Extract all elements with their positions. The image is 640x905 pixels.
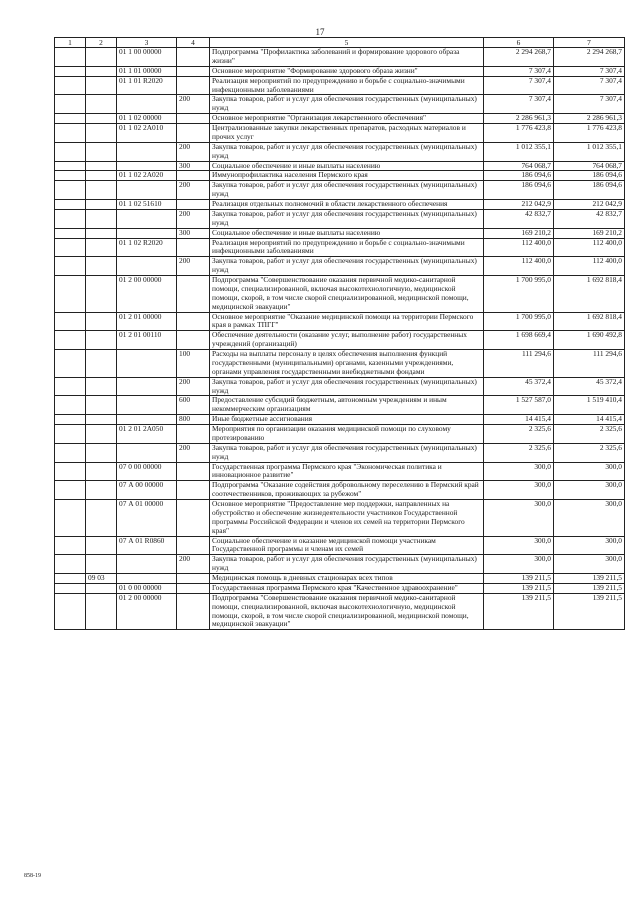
amount-col7-cell: 1 012 355,1 [554,142,625,161]
table-row [55,500,625,537]
amount-col7-cell: 42 832,7 [554,209,625,228]
subsection-code-cell [86,377,117,396]
expense-type-cell [177,425,210,444]
section-code-cell [55,331,86,350]
subsection-code-cell [86,276,117,313]
expense-type-cell: 600 [177,396,210,415]
item-name-cell: Основное мероприятие "Предоставление мер поддержки, направленных на обустройство и обеспечение жизнедеятельности участников Государственной программы Российской Федерации и членов их семей на территории Пермского края" [210,500,484,537]
item-name-cell: Мероприятия по организации оказания медицинской помощи по слуховому протезированию [210,425,484,444]
target-article-cell: 01 1 00 00000 [117,48,177,67]
amount-col6-cell: 2 294 268,7 [484,48,554,67]
subsection-code-cell [86,396,117,415]
table-row [55,228,625,238]
item-name-cell: Государственная программа Пермского края "Экономическая политика и инновационное развитие" [210,462,484,481]
amount-col7-cell: 45 372,4 [554,377,625,396]
expense-type-cell [177,536,210,555]
item-name-cell: Государственная программа Пермского края "Качественное здравоохранение" [210,583,484,593]
table-body [55,48,625,630]
expense-type-cell [177,312,210,331]
amount-col6-cell: 111 294,6 [484,350,554,378]
expense-type-cell [177,238,210,257]
expense-type-cell: 100 [177,350,210,378]
amount-col7-cell: 139 211,5 [554,574,625,584]
subsection-code-cell [86,500,117,537]
section-code-cell [55,114,86,124]
amount-col7-cell: 1 692 818,4 [554,276,625,313]
target-article-cell [117,443,177,462]
target-article-cell: 01 2 01 2А050 [117,425,177,444]
section-code-cell [55,462,86,481]
section-code-cell [55,481,86,500]
section-code-cell [55,257,86,276]
table-row [55,171,625,181]
section-code-cell [55,312,86,331]
amount-col6-cell: 1 698 669,4 [484,331,554,350]
amount-col6-cell: 45 372,4 [484,377,554,396]
item-name-cell: Подпрограмма "Профилактика заболеваний и формирование здорового образа жизни" [210,48,484,67]
expense-type-cell: 800 [177,415,210,425]
expense-type-cell: 200 [177,257,210,276]
expense-type-cell [177,76,210,95]
item-name-cell: Основное мероприятие "Формирование здорового образа жизни" [210,66,484,76]
subsection-code-cell [86,583,117,593]
section-code-cell [55,171,86,181]
amount-col6-cell: 42 832,7 [484,209,554,228]
item-name-cell: Закупка товаров, работ и услуг для обеспечения государственных (муниципальных) нужд [210,443,484,462]
subsection-code-cell: 09 03 [86,574,117,584]
amount-col6-cell: 300,0 [484,555,554,574]
amount-col6-cell: 2 325,6 [484,425,554,444]
amount-col6-cell: 300,0 [484,536,554,555]
expense-type-cell: 200 [177,443,210,462]
target-article-cell: 01 1 01 00000 [117,66,177,76]
table-row [55,443,625,462]
expense-type-cell: 200 [177,555,210,574]
section-code-cell [55,396,86,415]
table-row [55,377,625,396]
target-article-cell: 07 А 00 00000 [117,481,177,500]
target-article-cell [117,377,177,396]
target-article-cell [117,415,177,425]
amount-col6-cell: 112 400,0 [484,257,554,276]
item-name-cell: Социальное обеспечение и иные выплаты населению [210,161,484,171]
expense-type-cell [177,66,210,76]
expense-type-cell [177,593,210,630]
table-row [55,114,625,124]
section-code-cell [55,200,86,210]
table-row [55,181,625,200]
item-name-cell: Подпрограмма "Совершенствование оказания первичной медико-санитарной помощи, специализированной, включая высокотехнологичную, медицинской помощи, скорой, в том числе скорой специализированной, медицинской помощи, медицинской эвакуации" [210,593,484,630]
subsection-code-cell [86,536,117,555]
amount-col7-cell: 1 776 423,8 [554,124,625,143]
amount-col6-cell: 1 527 587,0 [484,396,554,415]
table-row [55,536,625,555]
table-row [55,276,625,313]
item-name-cell: Иммунопрофилактика населения Пермского края [210,171,484,181]
subsection-code-cell [86,425,117,444]
table-row [55,200,625,210]
subsection-code-cell [86,555,117,574]
amount-col7-cell: 2 325,6 [554,443,625,462]
item-name-cell: Подпрограмма "Совершенствование оказания первичной медико-санитарной помощи, специализированной, включая высокотехнологичную, медицинской помощи, скорой, в том числе скорой специализированной, медицинской помощи, медицинской эвакуации" [210,276,484,313]
amount-col6-cell: 139 211,5 [484,583,554,593]
subsection-code-cell [86,415,117,425]
target-article-cell [117,181,177,200]
table-row [55,312,625,331]
subsection-code-cell [86,114,117,124]
subsection-code-cell [86,48,117,67]
document-code: 858-19 [24,873,41,879]
target-article-cell: 01 1 02 R2020 [117,238,177,257]
expense-type-cell [177,276,210,313]
amount-col6-cell: 186 094,6 [484,181,554,200]
item-name-cell: Подпрограмма "Оказание содействия добровольному переселению в Пермский край соотечественников, проживающих за рубежом" [210,481,484,500]
target-article-cell [117,574,177,584]
subsection-code-cell [86,593,117,630]
table-row [55,574,625,584]
amount-col7-cell: 112 400,0 [554,257,625,276]
amount-col7-cell: 300,0 [554,536,625,555]
amount-col6-cell: 139 211,5 [484,593,554,630]
table-row [55,415,625,425]
amount-col6-cell: 300,0 [484,462,554,481]
item-name-cell: Основное мероприятие "Организация лекарственного обеспечения" [210,114,484,124]
target-article-cell: 01 1 02 2А020 [117,171,177,181]
table-row [55,331,625,350]
expense-type-cell: 200 [177,142,210,161]
amount-col6-cell: 300,0 [484,481,554,500]
item-name-cell: Расходы на выплаты персоналу в целях обеспечения выполнения функций государственными (муниципальными) органами, казенными учреждениями, органами управления государственными внебюджетными фондами [210,350,484,378]
table-row [55,555,625,574]
subsection-code-cell [86,238,117,257]
table-row [55,76,625,95]
amount-col6-cell: 212 042,9 [484,200,554,210]
item-name-cell: Закупка товаров, работ и услуг для обеспечения государственных (муниципальных) нужд [210,181,484,200]
table-row [55,462,625,481]
target-article-cell: 01 2 00 00000 [117,276,177,313]
subsection-code-cell [86,350,117,378]
expense-type-cell: 200 [177,377,210,396]
amount-col7-cell: 300,0 [554,500,625,537]
target-article-cell [117,555,177,574]
table-row [55,396,625,415]
section-code-cell [55,181,86,200]
section-code-cell [55,95,86,114]
target-article-cell: 01 1 01 R2020 [117,76,177,95]
target-article-cell: 07 А 01 00000 [117,500,177,537]
subsection-code-cell [86,481,117,500]
expense-type-cell: 200 [177,209,210,228]
item-name-cell: Основное мероприятие "Оказание медицинской помощи на территории Пермского края в рамках ТПГГ" [210,312,484,331]
subsection-code-cell [86,200,117,210]
amount-col7-cell: 2 294 268,7 [554,48,625,67]
subsection-code-cell [86,95,117,114]
amount-col6-cell: 186 094,6 [484,171,554,181]
item-name-cell: Иные бюджетные ассигнования [210,415,484,425]
expense-type-cell [177,48,210,67]
section-code-cell [55,415,86,425]
table-row [55,350,625,378]
subsection-code-cell [86,124,117,143]
table-row [55,593,625,630]
amount-col6-cell: 1 700 995,0 [484,276,554,313]
item-name-cell: Реализация отдельных полномочий в области лекарственного обеспечения [210,200,484,210]
table-row [55,48,625,67]
target-article-cell [117,161,177,171]
subsection-code-cell [86,142,117,161]
amount-col7-cell: 139 211,5 [554,583,625,593]
target-article-cell: 01 1 02 00000 [117,114,177,124]
section-code-cell [55,500,86,537]
amount-col6-cell: 2 286 961,3 [484,114,554,124]
target-article-cell: 01 1 02 51610 [117,200,177,210]
section-code-cell [55,209,86,228]
target-article-cell: 07 А 01 R0860 [117,536,177,555]
section-code-cell [55,142,86,161]
section-code-cell [55,66,86,76]
amount-col6-cell: 1 012 355,1 [484,142,554,161]
amount-col7-cell: 7 307,4 [554,66,625,76]
amount-col7-cell: 300,0 [554,462,625,481]
section-code-cell [55,124,86,143]
amount-col7-cell: 764 068,7 [554,161,625,171]
expense-type-cell [177,331,210,350]
amount-col6-cell: 139 211,5 [484,574,554,584]
target-article-cell [117,209,177,228]
item-name-cell: Закупка товаров, работ и услуг для обеспечения государственных (муниципальных) нужд [210,555,484,574]
amount-col6-cell: 764 068,7 [484,161,554,171]
section-code-cell [55,350,86,378]
section-code-cell [55,161,86,171]
target-article-cell: 01 2 01 00000 [117,312,177,331]
budget-table [54,37,625,630]
page-number: 17 [315,27,325,37]
table-row [55,66,625,76]
table-row [55,161,625,171]
item-name-cell: Медицинская помощь в дневных стационарах всех типов [210,574,484,584]
expense-type-cell [177,481,210,500]
section-code-cell [55,425,86,444]
amount-col7-cell: 7 307,4 [554,95,625,114]
table-row [55,124,625,143]
column-header: 4 [177,38,210,48]
column-header: 7 [554,38,625,48]
item-name-cell: Закупка товаров, работ и услуг для обеспечения государственных (муниципальных) нужд [210,209,484,228]
column-header: 6 [484,38,554,48]
expense-type-cell [177,124,210,143]
target-article-cell [117,350,177,378]
amount-col7-cell: 2 286 961,3 [554,114,625,124]
item-name-cell: Закупка товаров, работ и услуг для обеспечения государственных (муниципальных) нужд [210,257,484,276]
section-code-cell [55,276,86,313]
section-code-cell [55,228,86,238]
amount-col7-cell: 112 400,0 [554,238,625,257]
section-code-cell [55,443,86,462]
table-row [55,257,625,276]
amount-col6-cell: 7 307,4 [484,76,554,95]
expense-type-cell [177,583,210,593]
amount-col6-cell: 1 700 995,0 [484,312,554,331]
expense-type-cell [177,574,210,584]
column-number-row [55,38,625,48]
item-name-cell: Реализация мероприятий по предупреждению и борьбе с социально-значимыми инфекционными заболеваниями [210,238,484,257]
amount-col7-cell: 1 690 492,8 [554,331,625,350]
amount-col6-cell: 14 415,4 [484,415,554,425]
target-article-cell: 01 2 01 00110 [117,331,177,350]
section-code-cell [55,48,86,67]
subsection-code-cell [86,76,117,95]
section-code-cell [55,593,86,630]
amount-col7-cell: 14 415,4 [554,415,625,425]
amount-col7-cell: 300,0 [554,555,625,574]
column-header: 2 [86,38,117,48]
subsection-code-cell [86,257,117,276]
amount-col7-cell: 212 042,9 [554,200,625,210]
item-name-cell: Закупка товаров, работ и услуг для обеспечения государственных (муниципальных) нужд [210,377,484,396]
expense-type-cell: 200 [177,95,210,114]
item-name-cell: Закупка товаров, работ и услуг для обеспечения государственных (муниципальных) нужд [210,142,484,161]
amount-col7-cell: 2 325,6 [554,425,625,444]
amount-col6-cell: 7 307,4 [484,95,554,114]
section-code-cell [55,536,86,555]
amount-col6-cell: 169 210,2 [484,228,554,238]
target-article-cell [117,257,177,276]
column-header: 1 [55,38,86,48]
expense-type-cell [177,171,210,181]
target-article-cell: 07 0 00 00000 [117,462,177,481]
amount-col7-cell: 169 210,2 [554,228,625,238]
table-row [55,481,625,500]
target-article-cell [117,396,177,415]
subsection-code-cell [86,462,117,481]
section-code-cell [55,583,86,593]
subsection-code-cell [86,181,117,200]
amount-col6-cell: 7 307,4 [484,66,554,76]
item-name-cell: Централизованные закупки лекарственных препаратов, расходных материалов и прочих услуг [210,124,484,143]
item-name-cell: Закупка товаров, работ и услуг для обеспечения государственных (муниципальных) нужд [210,95,484,114]
table-row [55,425,625,444]
subsection-code-cell [86,171,117,181]
expense-type-cell: 200 [177,181,210,200]
table-row [55,95,625,114]
column-header: 5 [210,38,484,48]
amount-col6-cell: 2 325,6 [484,443,554,462]
subsection-code-cell [86,228,117,238]
target-article-cell [117,95,177,114]
section-code-cell [55,76,86,95]
subsection-code-cell [86,312,117,331]
expense-type-cell [177,114,210,124]
target-article-cell: 01 0 00 00000 [117,583,177,593]
amount-col7-cell: 300,0 [554,481,625,500]
target-article-cell [117,142,177,161]
amount-col7-cell: 1 519 410,4 [554,396,625,415]
item-name-cell: Реализация мероприятий по предупреждению и борьбе с социально-значимыми инфекционными заболеваниями [210,76,484,95]
amount-col7-cell: 111 294,6 [554,350,625,378]
subsection-code-cell [86,209,117,228]
target-article-cell: 01 1 02 2А010 [117,124,177,143]
expense-type-cell [177,500,210,537]
amount-col6-cell: 1 776 423,8 [484,124,554,143]
amount-col7-cell: 7 307,4 [554,76,625,95]
column-header: 3 [117,38,177,48]
target-article-cell: 01 2 00 00000 [117,593,177,630]
section-code-cell [55,377,86,396]
amount-col7-cell: 1 692 818,4 [554,312,625,331]
amount-col7-cell: 186 094,6 [554,171,625,181]
item-name-cell: Предоставление субсидий бюджетным, автономным учреждениям и иным некоммерческим организациям [210,396,484,415]
target-article-cell [117,228,177,238]
table-row [55,583,625,593]
section-code-cell [55,574,86,584]
amount-col6-cell: 300,0 [484,500,554,537]
item-name-cell: Социальное обеспечение и иные выплаты населению [210,228,484,238]
section-code-cell [55,238,86,257]
section-code-cell [55,555,86,574]
table-row [55,142,625,161]
table-row [55,209,625,228]
expense-type-cell: 300 [177,161,210,171]
expense-type-cell [177,462,210,481]
amount-col7-cell: 139 211,5 [554,593,625,630]
subsection-code-cell [86,443,117,462]
amount-col7-cell: 186 094,6 [554,181,625,200]
amount-col6-cell: 112 400,0 [484,238,554,257]
table-row [55,238,625,257]
expense-type-cell [177,200,210,210]
item-name-cell: Социальное обеспечение и оказание медицинской помощи участникам Государственной программы и членам их семей [210,536,484,555]
subsection-code-cell [86,66,117,76]
subsection-code-cell [86,331,117,350]
expense-type-cell: 300 [177,228,210,238]
subsection-code-cell [86,161,117,171]
item-name-cell: Обеспечение деятельности (оказание услуг, выполнение работ) государственных учреждений (организаций) [210,331,484,350]
